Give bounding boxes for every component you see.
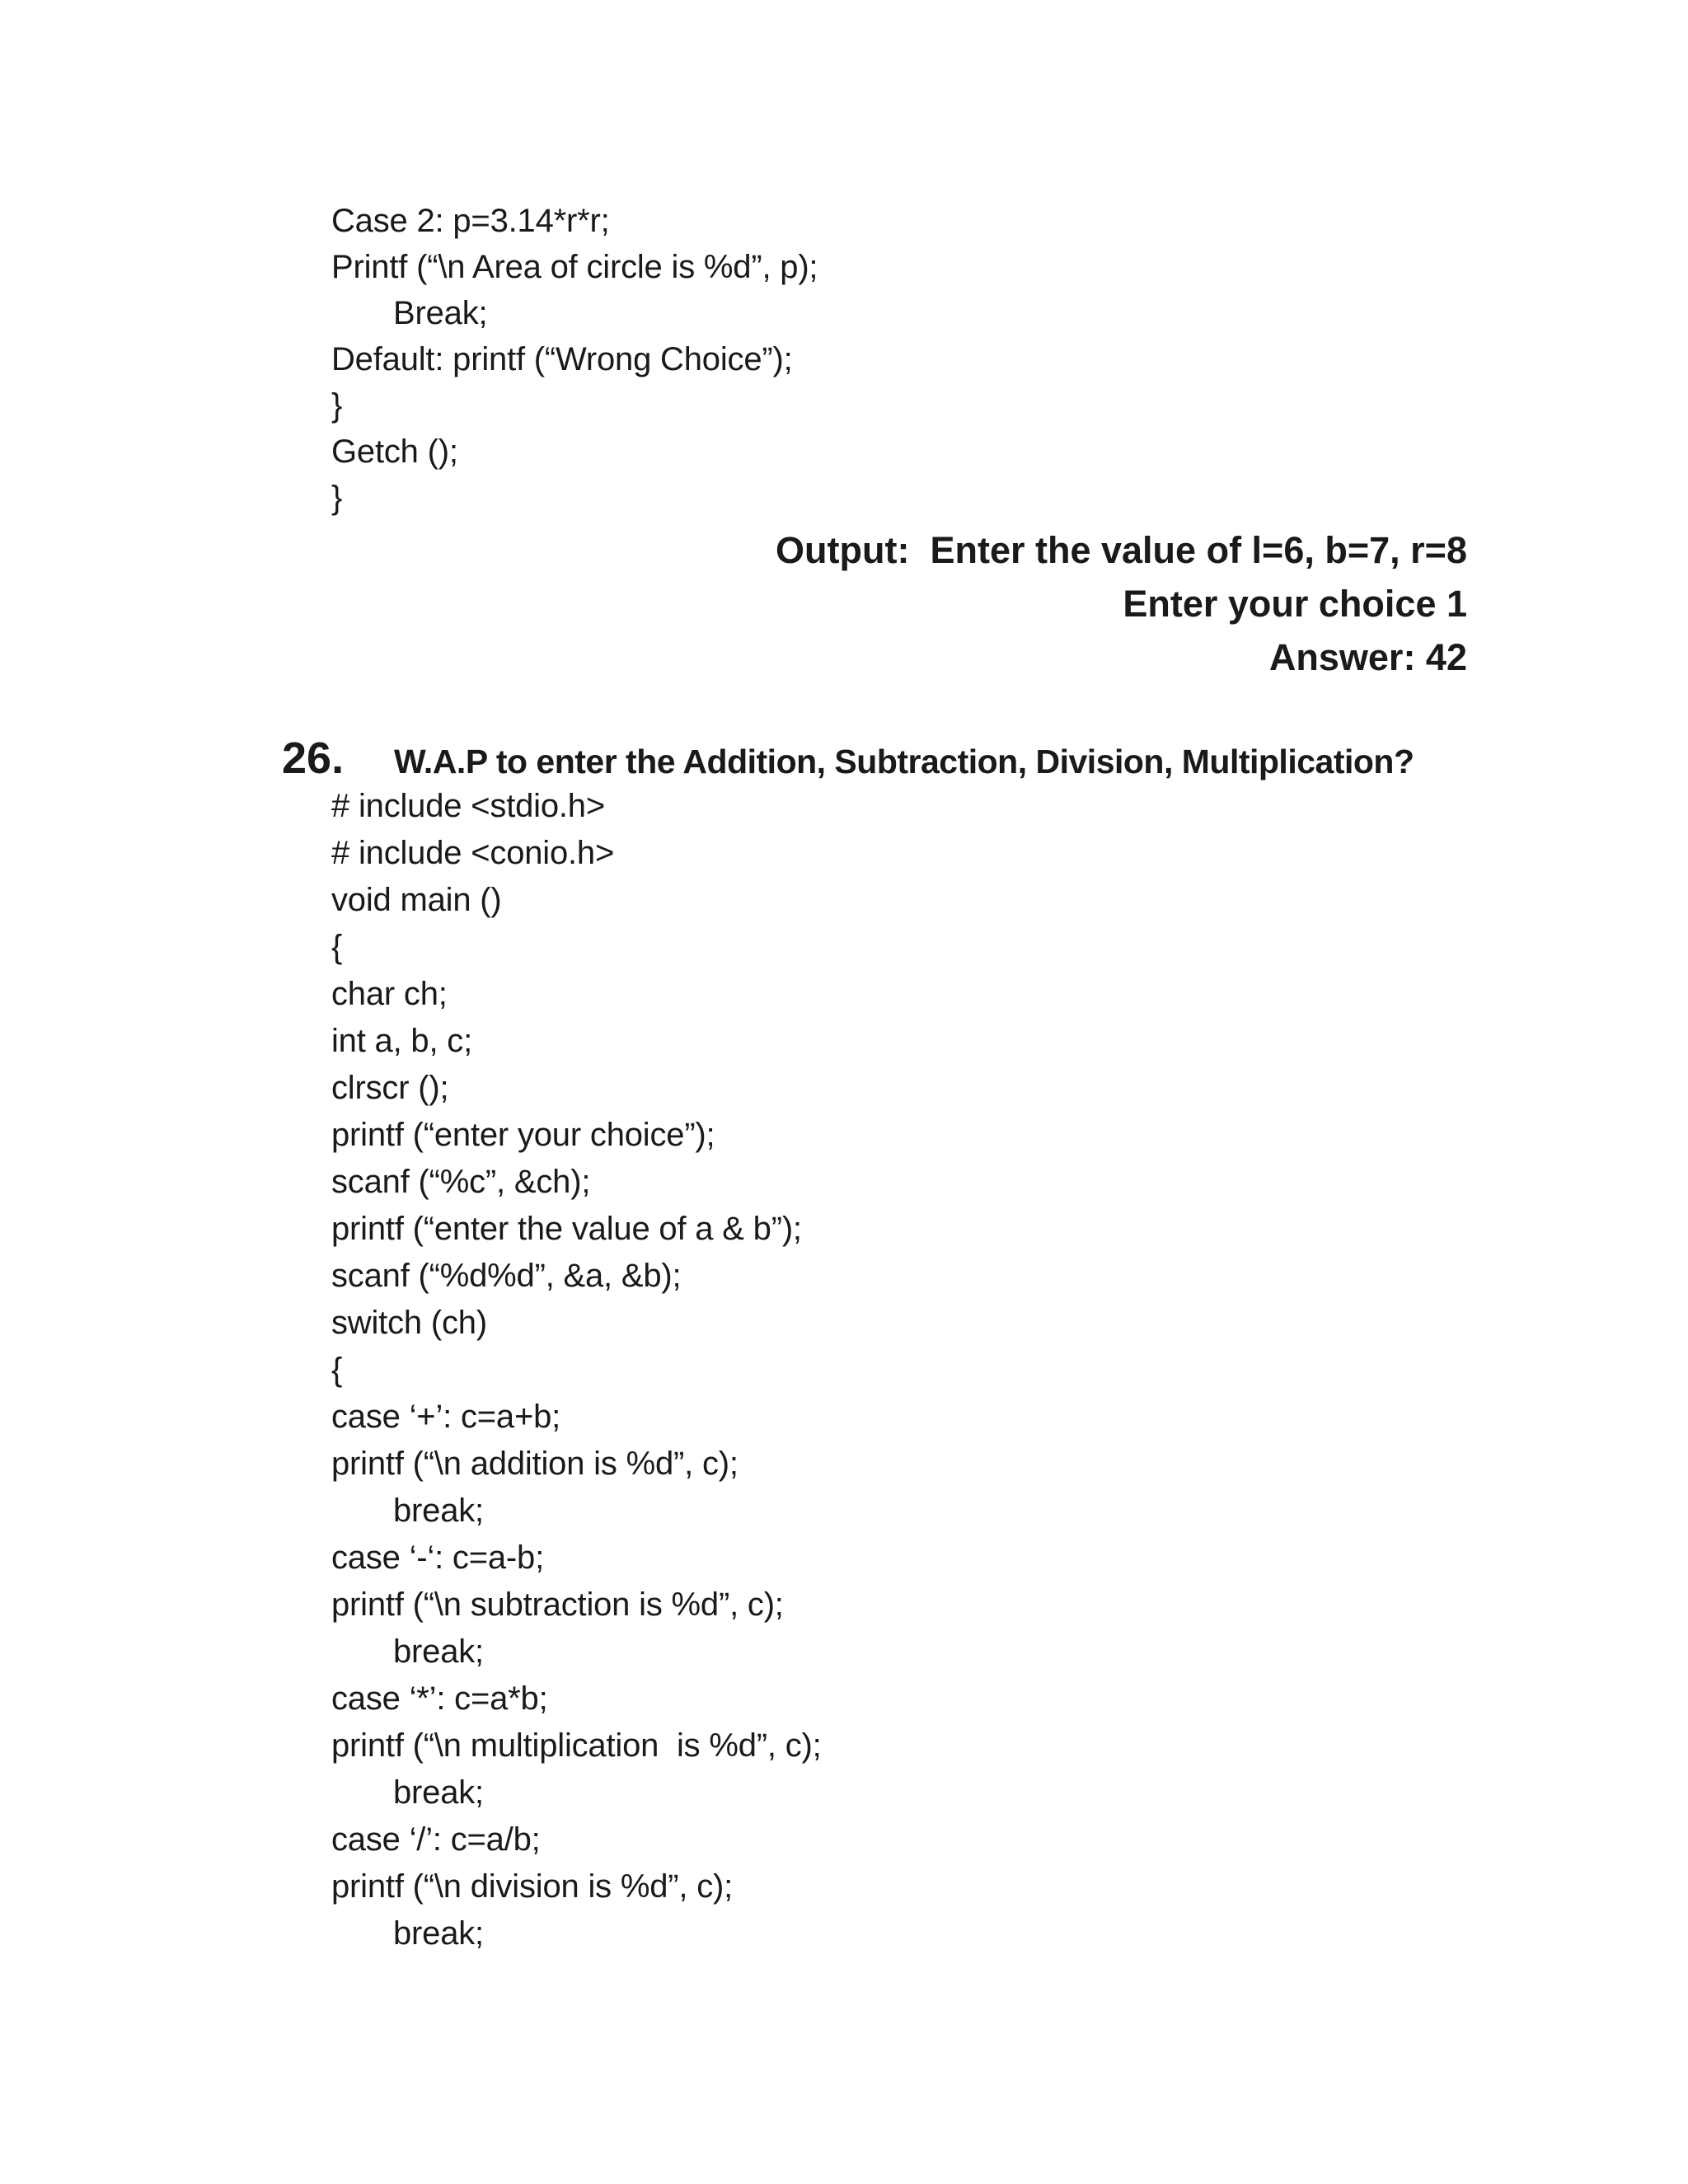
code-line: case ‘/’: c=a/b; <box>331 1821 541 1858</box>
code-line: int a, b, c; <box>331 1023 473 1059</box>
output-line-2: Enter your choice 1 <box>1123 583 1467 625</box>
code-line: printf (“\n addition is %d”, c); <box>331 1446 738 1482</box>
code-line: Getch (); <box>331 434 458 470</box>
code-line: case ‘+’: c=a+b; <box>331 1399 561 1435</box>
code-line: break; <box>393 1774 484 1811</box>
code-line: Printf (“\n Area of circle is %d”, p); <box>331 249 818 285</box>
question-title: W.A.P to enter the Addition, Subtraction, Division, Multiplication? <box>394 743 1414 780</box>
output-block <box>776 523 1467 684</box>
code-line: { <box>331 929 343 965</box>
code-line: void main () <box>331 882 502 918</box>
code-line: printf (“\n multiplication is %d”, c); <box>331 1727 822 1764</box>
output-line-3: Answer: 42 <box>1268 636 1467 678</box>
code-line: case ‘*’: c=a*b; <box>331 1680 548 1717</box>
output-line-1: Output: Enter the value of l=6, b=7, r=8 <box>776 529 1467 571</box>
code-line: char ch; <box>331 976 448 1012</box>
code-line: Case 2: p=3.14*r*r; <box>331 203 610 239</box>
code-line: Default: printf (“Wrong Choice”); <box>331 341 793 377</box>
code-line: Break; <box>393 295 488 331</box>
code-line: printf (“\n division is %d”, c); <box>331 1868 734 1905</box>
code-line: printf (“enter your choice”); <box>331 1117 715 1153</box>
code-line: # include <conio.h> <box>331 835 615 871</box>
code-line: scanf (“%d%d”, &a, &b); <box>331 1258 682 1294</box>
code-line: break; <box>393 1915 484 1952</box>
code-line: # include <stdio.h> <box>331 788 606 824</box>
code-line: break; <box>393 1493 484 1529</box>
question-number: 26. <box>282 733 345 783</box>
code-line: { <box>331 1352 343 1388</box>
code-line: break; <box>393 1633 484 1670</box>
code-line: printf (“enter the value of a & b”); <box>331 1211 802 1247</box>
code-line: switch (ch) <box>331 1305 487 1341</box>
code-line: scanf (“%c”, &ch); <box>331 1164 591 1200</box>
code-line: printf (“\n subtraction is %d”, c); <box>331 1586 784 1623</box>
code-line: } <box>331 480 343 516</box>
code-line: } <box>331 387 343 424</box>
code-line: clrscr (); <box>331 1070 449 1106</box>
code-line: case ‘-‘: c=a-b; <box>331 1540 545 1576</box>
